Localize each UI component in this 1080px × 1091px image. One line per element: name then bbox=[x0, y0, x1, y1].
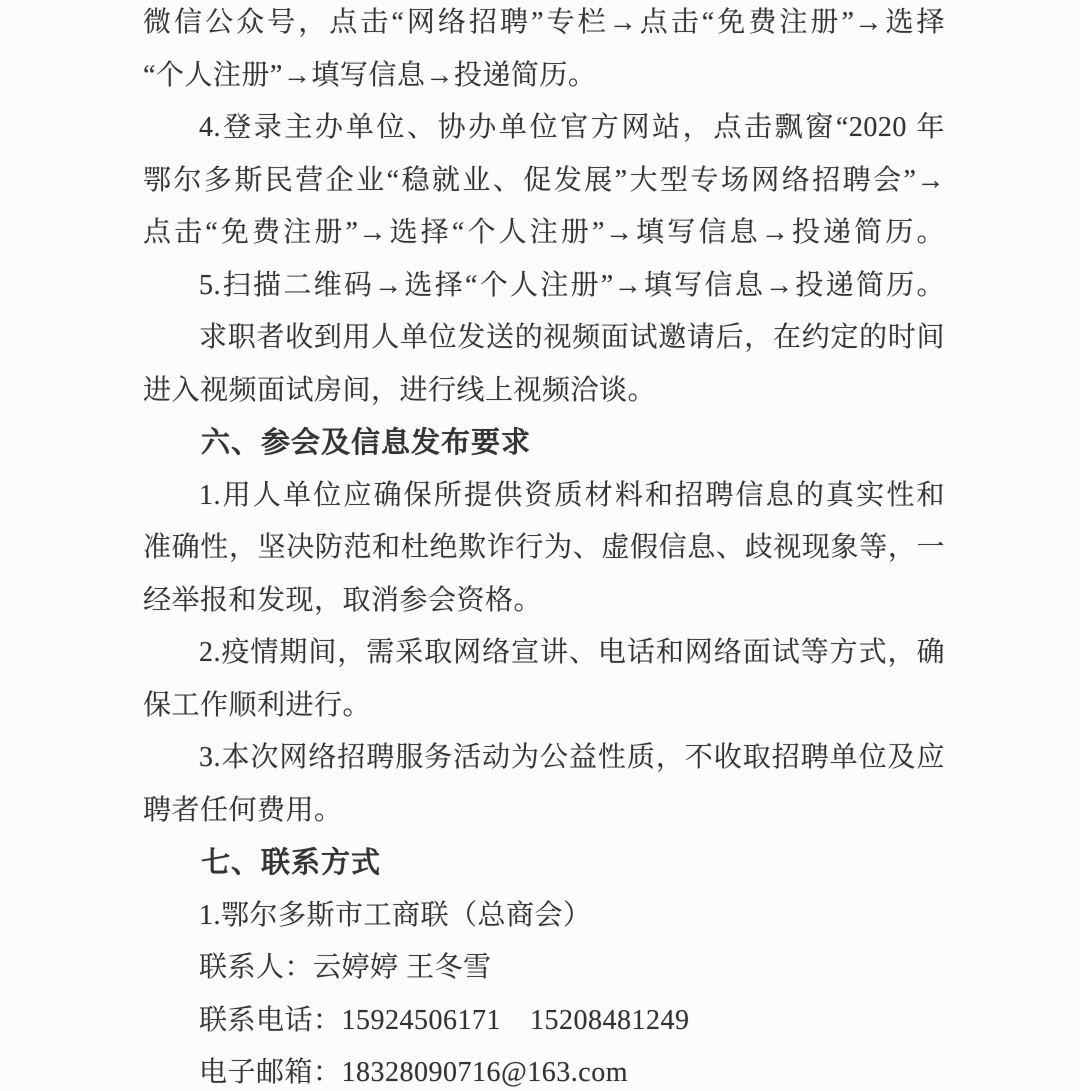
contact-person-line: 联系人：云婷婷 王冬雪 bbox=[199, 952, 492, 983]
doc-line: 1.用人单位应确保所提供资质材料和招聘信息的真实性和 bbox=[199, 479, 945, 511]
contact-phone-line: 联系电话：15924506171 15208481249 bbox=[199, 1004, 690, 1036]
doc-line: 3.本次网络招聘服务活动为公益性质，不收取招聘单位及应 bbox=[199, 742, 945, 773]
contact-email-line: 电子邮箱：18328090716@163.com bbox=[199, 1057, 628, 1088]
doc-line: 4.登录主办单位、协办单位官方网站，点击飘窗“2020 年 bbox=[199, 112, 945, 143]
doc-line: 点击“免费注册”→选择“个人注册”→填写信息→投递简历。 bbox=[143, 217, 945, 248]
section-heading-7: 七、联系方式 bbox=[201, 847, 382, 879]
doc-line: 保工作顺利进行。 bbox=[143, 689, 372, 721]
doc-line: 求职者收到用人单位发送的视频面试邀请后，在约定的时间 bbox=[199, 322, 945, 353]
doc-line: 进入视频面试房间，进行线上视频洽谈。 bbox=[143, 374, 657, 406]
section-heading-6: 六、参会及信息发布要求 bbox=[201, 427, 532, 459]
doc-line: 5.扫描二维码→选择“个人注册”→填写信息→投递简历。 bbox=[199, 269, 945, 301]
doc-line: “个人注册”→填写信息→投递简历。 bbox=[143, 59, 597, 91]
doc-line: 聘者任何费用。 bbox=[143, 794, 343, 826]
doc-line: 鄂尔多斯民营企业“稳就业、促发展”大型专场网络招聘会”→ bbox=[143, 164, 945, 196]
contact-org-line: 1.鄂尔多斯市工商联（总商会） bbox=[199, 899, 592, 931]
doc-line: 准确性，坚决防范和杜绝欺诈行为、虚假信息、歧视现象等，一 bbox=[143, 532, 945, 563]
document-text-block bbox=[143, 0, 945, 1091]
doc-line: 微信公众号，点击“网络招聘”专栏→点击“免费注册”→选择 bbox=[143, 7, 945, 38]
doc-line: 2.疫情期间，需采取网络宣讲、电话和网络面试等方式，确 bbox=[199, 637, 945, 668]
doc-line: 经举报和发现，取消参会资格。 bbox=[143, 584, 543, 616]
